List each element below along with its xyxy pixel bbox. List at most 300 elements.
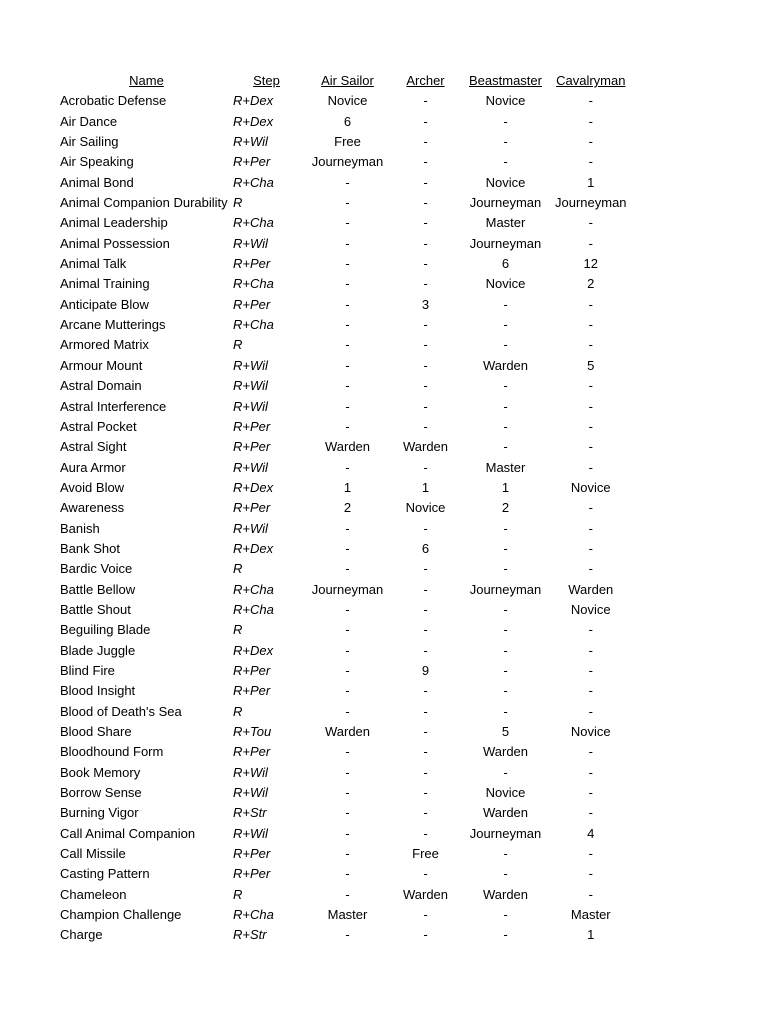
- cell-beastmaster: Warden: [482, 357, 529, 373]
- cell-name: Awareness: [60, 500, 125, 516]
- header-cavalryman: Cavalryman: [556, 73, 626, 88]
- cell-beastmaster: -: [503, 113, 508, 129]
- cell-cavalryman: -: [588, 235, 593, 251]
- cell-air-sailor: Novice: [327, 93, 368, 109]
- cell-air-sailor: -: [345, 846, 350, 862]
- cell-step: R+Per: [233, 866, 271, 882]
- cell-air-sailor: -: [345, 215, 350, 231]
- table-row: [60, 295, 627, 315]
- cell-air-sailor: -: [345, 520, 350, 536]
- cell-cavalryman: -: [588, 317, 593, 333]
- cell-air-sailor: -: [345, 398, 350, 414]
- cell-cavalryman: -: [588, 805, 593, 821]
- cell-air-sailor: -: [345, 418, 350, 434]
- cell-cavalryman: -: [588, 134, 593, 150]
- table-row: [60, 661, 627, 681]
- cell-cavalryman: -: [588, 296, 593, 312]
- table-row: [60, 620, 627, 640]
- table-row: [60, 213, 627, 233]
- cell-air-sailor: -: [345, 195, 350, 211]
- cell-cavalryman: -: [588, 662, 593, 678]
- cell-air-sailor: -: [345, 825, 350, 841]
- cell-cavalryman: -: [588, 540, 593, 556]
- cell-name: Astral Pocket: [60, 418, 137, 434]
- cell-archer: -: [423, 398, 428, 414]
- cell-archer: -: [423, 724, 428, 739]
- cell-air-sailor: -: [345, 540, 350, 556]
- cell-archer: -: [423, 561, 428, 577]
- table-row: [60, 722, 627, 742]
- table-row: [60, 437, 627, 457]
- table-row: [60, 763, 627, 783]
- table-row: [60, 905, 627, 925]
- cell-name: Battle Bellow: [60, 581, 136, 597]
- cell-name: Bardic Voice: [60, 561, 133, 577]
- cell-step: R+Wil: [233, 378, 268, 394]
- cell-air-sailor: 2: [343, 500, 352, 516]
- cell-name: Call Animal Companion: [60, 825, 196, 841]
- cell-air-sailor: -: [345, 357, 350, 373]
- cell-air-sailor: -: [345, 744, 350, 760]
- cell-beastmaster: Master: [485, 459, 526, 475]
- cell-cavalryman: 4: [587, 825, 595, 841]
- cell-beastmaster: -: [503, 561, 508, 577]
- cell-name: Battle Shout: [60, 601, 131, 617]
- cell-step: R+Per: [233, 418, 271, 434]
- cell-beastmaster: -: [503, 296, 508, 312]
- cell-archer: Warden: [402, 439, 449, 455]
- cell-beastmaster: -: [503, 764, 508, 780]
- cell-name: Arcane Mutterings: [60, 317, 166, 333]
- cell-name: Bank Shot: [60, 540, 120, 556]
- cell-air-sailor: Journeyman: [311, 581, 384, 597]
- table-body: [60, 91, 627, 945]
- cell-step: R+Dex: [233, 642, 274, 658]
- cell-name: Astral Interference: [60, 398, 167, 414]
- table-row: [60, 397, 627, 417]
- cell-archer: -: [423, 134, 428, 150]
- cell-name: Borrow Sense: [60, 785, 142, 801]
- header-archer: Archer: [406, 73, 445, 88]
- cell-cavalryman: -: [588, 154, 593, 170]
- cell-air-sailor: -: [345, 866, 350, 882]
- cell-beastmaster: Warden: [482, 805, 529, 821]
- cell-cavalryman: -: [588, 622, 593, 638]
- cell-name: Avoid Blow: [60, 479, 125, 495]
- table-row: [60, 519, 627, 539]
- cell-step: R+Per: [233, 846, 271, 862]
- cell-step: R+Wil: [233, 764, 268, 780]
- cell-archer: 1: [421, 479, 430, 495]
- cell-cavalryman: 1: [587, 927, 595, 943]
- cell-archer: -: [423, 317, 428, 333]
- cell-cavalryman: 1: [587, 174, 595, 190]
- cell-air-sailor: Free: [334, 134, 361, 150]
- table-row: [60, 376, 627, 396]
- table-row: [60, 417, 627, 437]
- cell-archer: -: [423, 683, 428, 699]
- cell-beastmaster: -: [503, 927, 508, 943]
- cell-cavalryman: -: [588, 439, 593, 455]
- cell-archer: -: [423, 418, 428, 434]
- cell-step: R+Cha: [233, 174, 274, 190]
- header-row: [60, 71, 627, 91]
- cell-archer: -: [423, 276, 428, 292]
- table-row: [60, 864, 627, 884]
- cell-air-sailor: -: [345, 622, 350, 638]
- cell-cavalryman: -: [588, 459, 593, 475]
- cell-air-sailor: Warden: [324, 724, 371, 739]
- cell-air-sailor: -: [345, 886, 350, 902]
- cell-cavalryman: -: [588, 561, 593, 577]
- cell-archer: -: [423, 215, 428, 231]
- cell-name: Armored Matrix: [60, 337, 149, 353]
- cell-archer: -: [423, 825, 428, 841]
- cell-beastmaster: -: [503, 683, 508, 699]
- table-row: [60, 234, 627, 254]
- cell-name: Blood of Death's Sea: [60, 703, 182, 719]
- cell-step: R+Wil: [233, 520, 268, 536]
- cell-cavalryman: Master: [570, 907, 611, 923]
- cell-beastmaster: -: [503, 540, 508, 556]
- cell-name: Charge: [60, 927, 103, 943]
- table-row: [60, 681, 627, 701]
- cell-beastmaster: Novice: [485, 785, 526, 801]
- table-row: [60, 844, 627, 864]
- cell-archer: -: [423, 154, 428, 170]
- cell-beastmaster: -: [503, 866, 508, 882]
- cell-cavalryman: -: [588, 500, 593, 516]
- cell-cavalryman: Novice: [570, 601, 611, 617]
- cell-step: R+Tou: [233, 724, 272, 739]
- cell-step: R+Per: [233, 662, 271, 678]
- table-row: [60, 112, 627, 132]
- cell-step: R+Cha: [233, 581, 274, 597]
- header-step: Step: [253, 73, 280, 88]
- cell-archer: -: [423, 113, 428, 129]
- table-row: [60, 885, 627, 905]
- cell-step: R+Per: [233, 154, 271, 170]
- cell-archer: -: [423, 378, 428, 394]
- cell-name: Beguiling Blade: [60, 622, 151, 638]
- table-row: [60, 539, 627, 559]
- cell-name: Armour Mount: [60, 357, 143, 373]
- cell-name: Aura Armor: [60, 459, 126, 475]
- cell-name: Blade Juggle: [60, 642, 136, 658]
- cell-archer: Warden: [402, 886, 449, 902]
- cell-archer: 9: [421, 662, 430, 678]
- table-row: [60, 803, 627, 823]
- cell-archer: -: [423, 805, 428, 821]
- cell-step: R+Dex: [233, 93, 274, 109]
- cell-name: Casting Pattern: [60, 866, 150, 882]
- cell-step: R+Wil: [233, 785, 268, 801]
- table-row: [60, 91, 627, 111]
- cell-beastmaster: Journeyman: [469, 195, 542, 211]
- cell-step: R+Cha: [233, 276, 274, 292]
- table-row: [60, 600, 627, 620]
- cell-beastmaster: -: [503, 703, 508, 719]
- cell-step: R+Dex: [233, 479, 274, 495]
- cell-beastmaster: Journeyman: [469, 825, 542, 841]
- table-row: [60, 478, 627, 498]
- cell-archer: -: [423, 195, 428, 211]
- cell-beastmaster: Journeyman: [469, 581, 542, 597]
- cell-air-sailor: -: [345, 927, 350, 943]
- cell-step: R+Cha: [233, 907, 274, 923]
- cell-beastmaster: -: [503, 846, 508, 862]
- cell-beastmaster: -: [503, 337, 508, 353]
- table-row: [60, 742, 627, 762]
- table-row: [60, 254, 627, 274]
- cell-step: R: [233, 622, 243, 638]
- cell-name: Bloodhound Form: [60, 744, 164, 760]
- cell-archer: -: [423, 93, 428, 109]
- cell-air-sailor: -: [345, 805, 350, 821]
- cell-air-sailor: -: [345, 337, 350, 353]
- table-row: [60, 824, 627, 844]
- cell-step: R+Wil: [233, 357, 268, 373]
- cell-beastmaster: -: [503, 642, 508, 658]
- cell-cavalryman: -: [588, 215, 593, 231]
- cell-air-sailor: -: [345, 561, 350, 577]
- cell-name: Astral Domain: [60, 378, 142, 394]
- cell-cavalryman: -: [588, 378, 593, 394]
- cell-step: R+Wil: [233, 235, 268, 251]
- cell-step: R+Cha: [233, 215, 274, 231]
- cell-air-sailor: -: [345, 642, 350, 658]
- cell-step: R+Wil: [233, 398, 268, 414]
- cell-step: R+Wil: [233, 459, 268, 475]
- cell-beastmaster: Journeyman: [469, 235, 542, 251]
- cell-name: Champion Challenge: [60, 907, 182, 923]
- table-row: [60, 274, 627, 294]
- cell-name: Call Missile: [60, 846, 126, 862]
- cell-cavalryman: -: [588, 113, 593, 129]
- table-row: [60, 925, 627, 945]
- table-row: [60, 641, 627, 661]
- cell-air-sailor: 6: [343, 113, 352, 129]
- table-row: [60, 580, 627, 600]
- table-row: [60, 152, 627, 172]
- cell-cavalryman: -: [588, 764, 593, 780]
- cell-step: R+Per: [233, 500, 271, 516]
- cell-beastmaster: Warden: [482, 744, 529, 760]
- cell-archer: -: [423, 357, 428, 373]
- cell-beastmaster: -: [503, 601, 508, 617]
- cell-cavalryman: -: [588, 866, 593, 882]
- cell-air-sailor: -: [345, 378, 350, 394]
- cell-archer: -: [423, 256, 428, 272]
- table-row: [60, 498, 627, 518]
- cell-step: R: [233, 886, 243, 902]
- cell-cavalryman: Journeyman: [555, 195, 627, 211]
- table-row: [60, 458, 627, 478]
- cell-beastmaster: 6: [501, 256, 510, 272]
- cell-step: R+Str: [233, 927, 267, 943]
- cell-step: R+Dex: [233, 540, 274, 556]
- cell-archer: -: [423, 174, 428, 190]
- cell-archer: -: [423, 866, 428, 882]
- cell-cavalryman: -: [588, 886, 593, 902]
- cell-name: Air Speaking: [60, 154, 134, 170]
- table-row: [60, 559, 627, 579]
- cell-beastmaster: 2: [501, 500, 510, 516]
- cell-beastmaster: -: [503, 907, 508, 923]
- cell-beastmaster: 1: [501, 479, 510, 495]
- cell-beastmaster: Warden: [482, 886, 529, 902]
- cell-step: R+Cha: [233, 317, 274, 333]
- cell-archer: -: [423, 520, 428, 536]
- cell-name: Astral Sight: [60, 439, 127, 455]
- header-air-sailor: Air Sailor: [321, 73, 374, 88]
- cell-archer: -: [423, 337, 428, 353]
- cell-archer: -: [423, 785, 428, 801]
- cell-beastmaster: -: [503, 439, 508, 455]
- cell-step: R+Per: [233, 439, 271, 455]
- cell-step: R: [233, 703, 243, 719]
- cell-cavalryman: -: [588, 846, 593, 862]
- cell-air-sailor: Master: [327, 907, 368, 923]
- cell-archer: 3: [421, 296, 430, 312]
- cell-beastmaster: Novice: [485, 93, 526, 109]
- cell-air-sailor: -: [345, 683, 350, 699]
- cell-archer: Free: [412, 846, 439, 862]
- table-row: [60, 335, 627, 355]
- cell-archer: -: [423, 642, 428, 658]
- cell-cavalryman: Novice: [570, 479, 611, 495]
- cell-step: R+Dex: [233, 113, 274, 129]
- header-name: Name: [129, 73, 164, 88]
- cell-name: Blind Fire: [60, 662, 115, 678]
- cell-cavalryman: -: [588, 703, 593, 719]
- cell-air-sailor: Journeyman: [311, 154, 384, 170]
- cell-archer: -: [423, 927, 428, 943]
- cell-archer: Novice: [405, 500, 446, 516]
- cell-name: Animal Companion Durability: [60, 195, 228, 211]
- cell-cavalryman: -: [588, 337, 593, 353]
- cell-air-sailor: Warden: [324, 439, 371, 455]
- cell-air-sailor: -: [345, 256, 350, 272]
- cell-name: Air Dance: [60, 113, 118, 129]
- cell-air-sailor: -: [345, 235, 350, 251]
- cell-air-sailor: 1: [343, 479, 352, 495]
- cell-step: R+Per: [233, 256, 271, 272]
- cell-beastmaster: Master: [485, 215, 526, 231]
- cell-step: R: [233, 337, 243, 353]
- cell-air-sailor: -: [345, 764, 350, 780]
- cell-name: Animal Talk: [60, 256, 127, 272]
- cell-name: Animal Bond: [60, 174, 134, 190]
- cell-name: Acrobatic Defense: [60, 93, 167, 109]
- cell-beastmaster: -: [503, 418, 508, 434]
- cell-cavalryman: -: [588, 683, 593, 699]
- cell-cavalryman: -: [588, 642, 593, 658]
- cell-archer: -: [423, 581, 428, 597]
- cell-archer: -: [423, 764, 428, 780]
- cell-archer: 6: [421, 540, 430, 556]
- table-row: [60, 783, 627, 803]
- cell-beastmaster: -: [503, 662, 508, 678]
- cell-step: R+Per: [233, 744, 271, 760]
- cell-beastmaster: -: [503, 378, 508, 394]
- table-row: [60, 315, 627, 335]
- cell-name: Blood Insight: [60, 683, 136, 699]
- cell-name: Air Sailing: [60, 134, 119, 150]
- cell-step: R+Cha: [233, 601, 274, 617]
- cell-cavalryman: Warden: [568, 581, 614, 597]
- cell-beastmaster: -: [503, 398, 508, 414]
- cell-air-sailor: -: [345, 662, 350, 678]
- cell-beastmaster: -: [503, 317, 508, 333]
- cell-cavalryman: -: [588, 785, 593, 801]
- cell-name: Burning Vigor: [60, 805, 139, 821]
- cell-cavalryman: 12: [583, 256, 598, 272]
- cell-air-sailor: -: [345, 296, 350, 312]
- cell-name: Blood Share: [60, 724, 132, 739]
- cell-air-sailor: -: [345, 601, 350, 617]
- table-row: [60, 132, 627, 152]
- cell-beastmaster: Novice: [485, 276, 526, 292]
- cell-name: Animal Training: [60, 276, 150, 292]
- cell-name: Book Memory: [60, 764, 141, 780]
- cell-beastmaster: -: [503, 520, 508, 536]
- talent-table: [60, 71, 627, 946]
- cell-air-sailor: -: [345, 317, 350, 333]
- cell-name: Animal Possession: [60, 235, 170, 251]
- cell-air-sailor: -: [345, 703, 350, 719]
- cell-archer: -: [423, 744, 428, 760]
- cell-cavalryman: 5: [587, 357, 595, 373]
- cell-cavalryman: -: [588, 520, 593, 536]
- cell-step: R+Per: [233, 296, 271, 312]
- table-row: [60, 173, 627, 193]
- table-row: [60, 356, 627, 376]
- cell-step: R+Per: [233, 683, 271, 699]
- cell-archer: -: [423, 622, 428, 638]
- header-beastmaster: Beastmaster: [469, 73, 542, 88]
- cell-name: Animal Leadership: [60, 215, 168, 231]
- table-row: [60, 702, 627, 722]
- cell-cavalryman: -: [588, 93, 593, 109]
- cell-beastmaster: 5: [501, 724, 510, 739]
- cell-beastmaster: -: [503, 622, 508, 638]
- table-row: [60, 193, 627, 213]
- cell-beastmaster: -: [503, 134, 508, 150]
- cell-archer: -: [423, 703, 428, 719]
- cell-step: R: [233, 195, 243, 211]
- cell-cavalryman: -: [588, 398, 593, 414]
- cell-step: R+Wil: [233, 825, 268, 841]
- cell-archer: -: [423, 235, 428, 251]
- cell-air-sailor: -: [345, 785, 350, 801]
- cell-cavalryman: Novice: [570, 724, 611, 739]
- cell-step: R+Str: [233, 805, 267, 821]
- cell-beastmaster: -: [503, 154, 508, 170]
- cell-air-sailor: -: [345, 459, 350, 475]
- cell-archer: -: [423, 907, 428, 923]
- cell-name: Banish: [60, 520, 100, 536]
- cell-cavalryman: -: [588, 744, 593, 760]
- cell-air-sailor: -: [345, 276, 350, 292]
- cell-air-sailor: -: [345, 174, 350, 190]
- cell-cavalryman: 2: [587, 276, 595, 292]
- cell-step: R+Wil: [233, 134, 268, 150]
- cell-archer: -: [423, 459, 428, 475]
- cell-name: Chameleon: [60, 886, 127, 902]
- cell-cavalryman: -: [588, 418, 593, 434]
- cell-beastmaster: Novice: [485, 174, 526, 190]
